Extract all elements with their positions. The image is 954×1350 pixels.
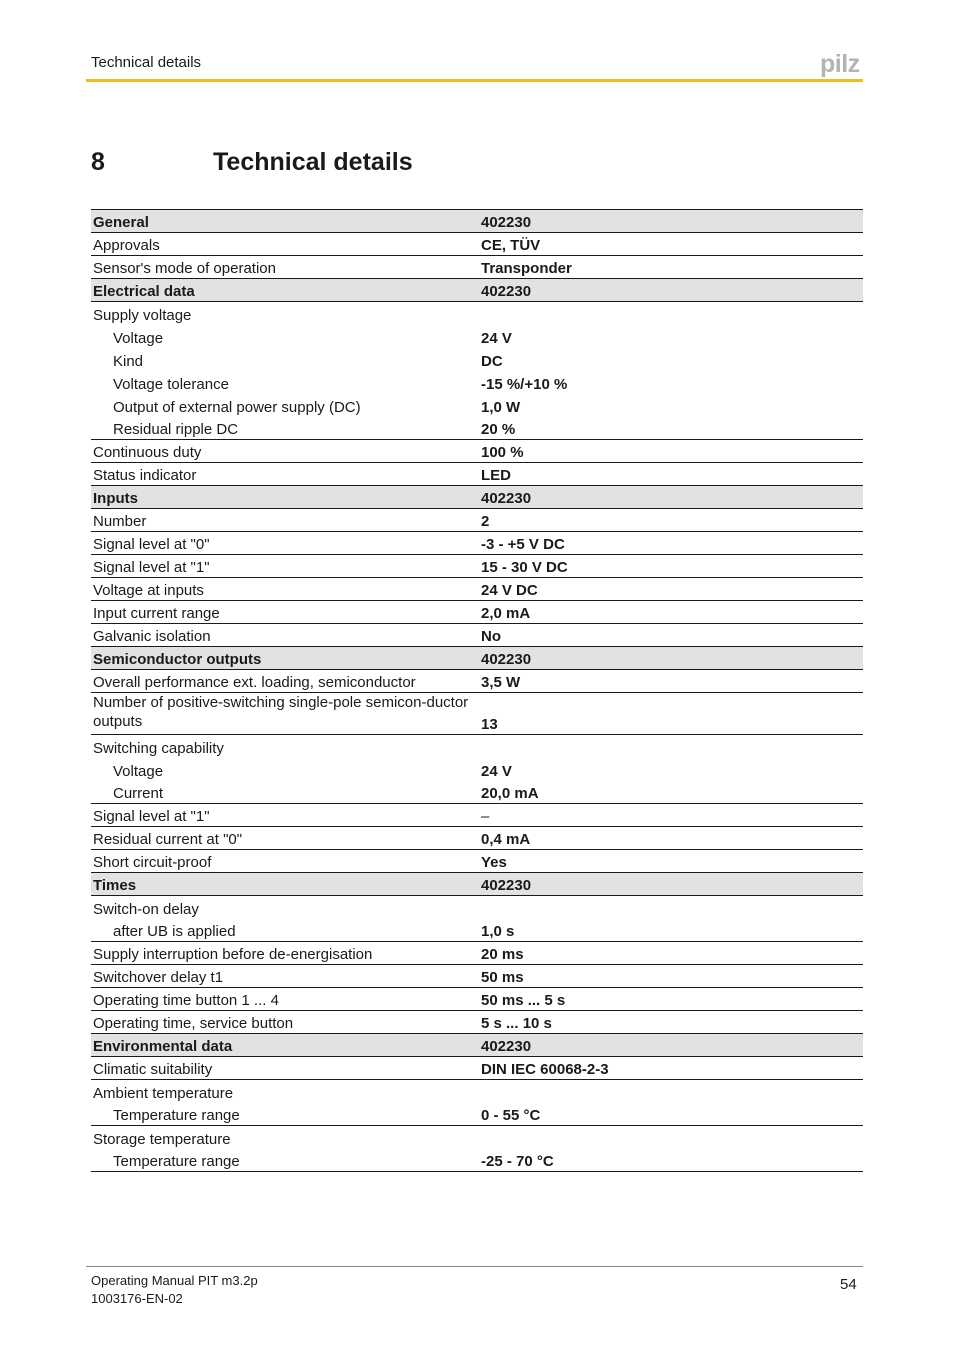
spec-label: Ambient temperature	[91, 1080, 477, 1103]
spec-value: 1,0 s	[481, 923, 515, 940]
spec-value	[477, 896, 863, 919]
spec-value: No	[477, 624, 863, 647]
spec-value: 15 - 30 V DC	[477, 555, 863, 578]
spec-label: General	[91, 210, 477, 233]
spec-label: Environmental data	[91, 1034, 477, 1057]
spec-value: 0 - 55 °C	[481, 1107, 541, 1124]
spec-value: DC	[481, 352, 503, 370]
table-row	[91, 348, 863, 371]
spec-value: 24 V	[481, 329, 512, 347]
table-row	[91, 1126, 863, 1149]
spec-label: Status indicator	[91, 463, 477, 486]
table-row	[91, 325, 863, 348]
spec-value: 20,0 mA	[481, 785, 539, 802]
spec-label: Number of positive-switching single-pole semicon-ductor outputs	[91, 693, 477, 735]
table-row	[91, 1011, 863, 1034]
table-row	[91, 302, 863, 325]
spec-label: Signal level at "0"	[91, 532, 477, 555]
footer-info	[91, 1272, 258, 1308]
spec-value	[477, 1126, 863, 1149]
spec-value	[477, 1080, 863, 1103]
spec-label: Voltage tolerance	[113, 375, 229, 393]
spec-label: Switch-on delay	[91, 896, 477, 919]
spec-label: Supply interruption before de-energisation	[91, 942, 477, 965]
table-row	[91, 1149, 863, 1172]
header-divider	[86, 79, 863, 82]
pilz-logo: pilz	[820, 50, 860, 78]
table-row	[91, 965, 863, 988]
table-row	[91, 509, 863, 532]
table-row	[91, 578, 863, 601]
page-number: 54	[840, 1276, 857, 1293]
section-header-row	[91, 486, 863, 509]
table-row	[91, 532, 863, 555]
spec-label: Inputs	[91, 486, 477, 509]
spec-label: Storage temperature	[91, 1126, 477, 1149]
spec-value: 50 ms ... 5 s	[477, 988, 863, 1011]
footer-divider	[86, 1266, 863, 1267]
section-header-row	[91, 873, 863, 896]
table-row	[91, 394, 863, 417]
spec-value	[477, 735, 863, 758]
table-row	[91, 896, 863, 919]
table-row	[91, 1057, 863, 1080]
spec-value: 402230	[477, 210, 863, 233]
table-row	[91, 670, 863, 693]
spec-label: Input current range	[91, 601, 477, 624]
spec-label: Signal level at "1"	[91, 804, 477, 827]
spec-value: Transponder	[477, 256, 863, 279]
spec-value: 20 %	[481, 421, 516, 438]
table-row	[91, 850, 863, 873]
spec-value: 402230	[477, 873, 863, 896]
spec-label: Number	[91, 509, 477, 532]
table-row	[91, 804, 863, 827]
spec-label: Kind	[113, 352, 144, 370]
spec-label: Signal level at "1"	[91, 555, 477, 578]
spec-value: 2	[477, 509, 863, 532]
spec-value: LED	[477, 463, 863, 486]
table-row	[91, 942, 863, 965]
spec-label: Supply voltage	[91, 302, 477, 325]
spec-label: Temperature range	[113, 1107, 240, 1124]
table-row	[91, 463, 863, 486]
table-row	[91, 1080, 863, 1103]
technical-details-table	[91, 209, 863, 1172]
spec-value: 0,4 mA	[477, 827, 863, 850]
section-header-row	[91, 647, 863, 670]
table-row	[91, 988, 863, 1011]
spec-value: 5 s ... 10 s	[477, 1011, 863, 1034]
table-row	[91, 1103, 863, 1126]
section-header-row	[91, 1034, 863, 1057]
table-row	[91, 735, 863, 758]
spec-label: Voltage	[113, 762, 164, 780]
spec-value: 24 V	[481, 762, 512, 780]
spec-value: 50 ms	[477, 965, 863, 988]
spec-value: 24 V DC	[477, 578, 863, 601]
spec-label: Continuous duty	[91, 440, 477, 463]
table-row	[91, 601, 863, 624]
chapter-title: Technical details	[213, 148, 413, 176]
table-row	[91, 781, 863, 804]
spec-label: Approvals	[91, 233, 477, 256]
spec-label: Sensor's mode of operation	[91, 256, 477, 279]
document-number: 1003176-EN-02	[91, 1291, 183, 1306]
spec-value: 100 %	[477, 440, 863, 463]
spec-label: Short circuit-proof	[91, 850, 477, 873]
spec-label: Residual current at "0"	[91, 827, 477, 850]
chapter-heading	[91, 148, 413, 177]
spec-value: 3,5 W	[477, 670, 863, 693]
spec-label: Electrical data	[91, 279, 477, 302]
spec-label: Current	[113, 785, 164, 802]
spec-value: 1,0 W	[481, 398, 521, 416]
table-row	[91, 624, 863, 647]
spec-label: Voltage at inputs	[91, 578, 477, 601]
spec-label: Times	[91, 873, 477, 896]
spec-value: 402230	[477, 1034, 863, 1057]
spec-label: Switchover delay t1	[91, 965, 477, 988]
spec-label: Overall performance ext. loading, semiconductor	[91, 670, 477, 693]
section-header-row	[91, 210, 863, 233]
spec-label: Operating time, service button	[91, 1011, 477, 1034]
spec-value: –	[477, 804, 863, 827]
spec-label: Residual ripple DC	[113, 421, 239, 438]
spec-label: Galvanic isolation	[91, 624, 477, 647]
table-row	[91, 555, 863, 578]
spec-value: -3 - +5 V DC	[477, 532, 863, 555]
spec-value: 2,0 mA	[477, 601, 863, 624]
spec-value: DIN IEC 60068-2-3	[477, 1057, 863, 1080]
running-header: Technical details	[91, 54, 202, 71]
spec-value: CE, TÜV	[477, 233, 863, 256]
table-row	[91, 827, 863, 850]
spec-value: -25 - 70 °C	[477, 1149, 863, 1172]
table-row	[91, 256, 863, 279]
spec-label: Output of external power supply (DC)	[113, 398, 361, 416]
chapter-number: 8	[91, 148, 105, 176]
table-row	[91, 919, 863, 942]
spec-label: Climatic suitability	[91, 1057, 477, 1080]
spec-label: Switching capability	[91, 735, 477, 758]
spec-value: 402230	[477, 279, 863, 302]
spec-label: Operating time button 1 ... 4	[91, 988, 477, 1011]
table-row	[91, 233, 863, 256]
spec-value: 20 ms	[477, 942, 863, 965]
spec-value: -15 %/+10 %	[481, 375, 568, 393]
manual-title: Operating Manual PIT m3.2p	[91, 1273, 258, 1288]
table-row	[91, 371, 863, 394]
table-row	[91, 440, 863, 463]
spec-label: Temperature range	[91, 1149, 477, 1172]
section-header-row	[91, 279, 863, 302]
spec-value	[477, 302, 863, 325]
table-row	[91, 693, 863, 735]
spec-value: 13	[477, 693, 863, 735]
spec-label: Voltage	[113, 329, 164, 347]
table-row	[91, 758, 863, 781]
spec-label: Semiconductor outputs	[91, 647, 477, 670]
table-row	[91, 417, 863, 440]
spec-value: Yes	[477, 850, 863, 873]
spec-value: 402230	[477, 647, 863, 670]
spec-value: 402230	[477, 486, 863, 509]
spec-label: after UB is applied	[113, 923, 236, 940]
